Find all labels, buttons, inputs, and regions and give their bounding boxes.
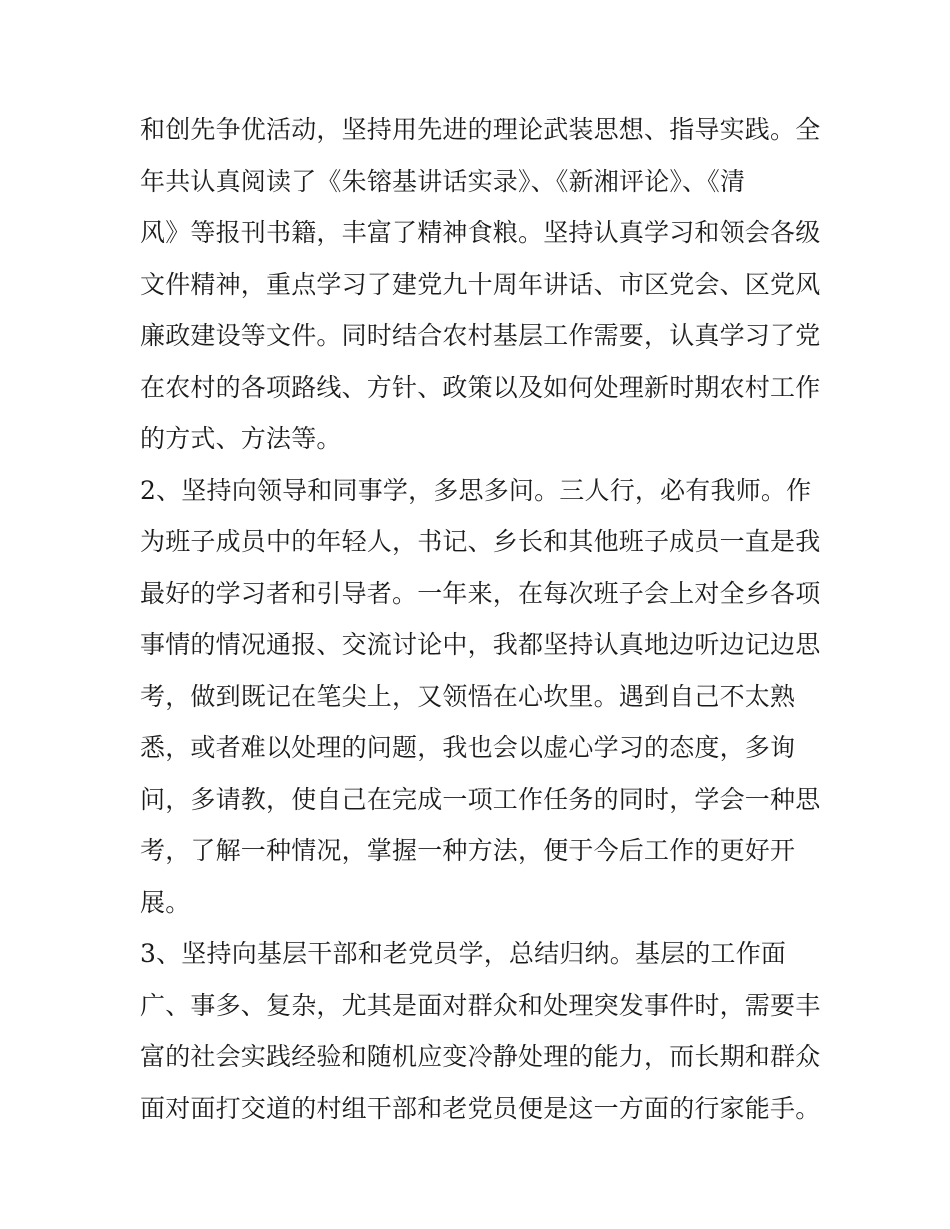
text-line: 3、坚持向基层干部和老党员学，总结归纳。基层的工作面 xyxy=(140,939,787,968)
text-line: 文件精神，重点学习了建党九十周年讲话、市区党会、区党风 xyxy=(140,269,821,299)
text-line: 风》等报刊书籍，丰富了精神食粮。坚持认真学习和领会各级 xyxy=(140,218,821,247)
text-line: 悉，或者难以处理的问题，我也会以虚心学习的态度，多询 xyxy=(140,733,796,762)
text-line: 考，了解一种情况，掌握一种方法，便于今后工作的更好开 xyxy=(140,836,796,865)
text-line: 和创先争优活动，坚持用先进的理论武装思想、指导实践。全 xyxy=(140,115,821,144)
text-line: 问，多请教，使自己在完成一项工作任务的同时，学会一种思 xyxy=(140,784,821,814)
text-line: 考，做到既记在笔尖上，又领悟在心坎里。遇到自己不太熟 xyxy=(140,681,796,711)
text-line: 事情的情况通报、交流讨论中，我都坚持认真地边听边记边思 xyxy=(140,630,821,659)
text-line: 面对面打交道的村组干部和老党员便是这一方面的行家能手。 xyxy=(140,1093,821,1123)
text-line: 富的社会实践经验和随机应变冷静处理的能力，而长期和群众 xyxy=(140,1042,821,1071)
text-line: 广、事多、复杂，尤其是面对群众和处理突发事件时，需要丰 xyxy=(140,990,821,1020)
text-line: 最好的学习者和引导者。一年来，在每次班子会上对全乡各项 xyxy=(140,578,821,608)
text-line: 在农村的各项路线、方针、政策以及如何处理新时期农村工作 xyxy=(140,372,821,402)
text-line: 廉政建设等文件。同时结合农村基层工作需要，认真学习了党 xyxy=(140,321,821,350)
text-line: 年共认真阅读了《朱镕基讲话实录》、《新湘评论》、《清 xyxy=(140,166,746,196)
text-line: 2、坚持向领导和同事学，多思多问。三人行，必有我师。作 xyxy=(140,475,812,505)
text-line: 展。 xyxy=(140,887,191,917)
body-text xyxy=(140,104,820,1134)
text-line: 的方式、方法等。 xyxy=(140,424,342,453)
text-line: 为班子成员中的年轻人，书记、乡长和其他班子成员一直是我 xyxy=(140,527,821,556)
